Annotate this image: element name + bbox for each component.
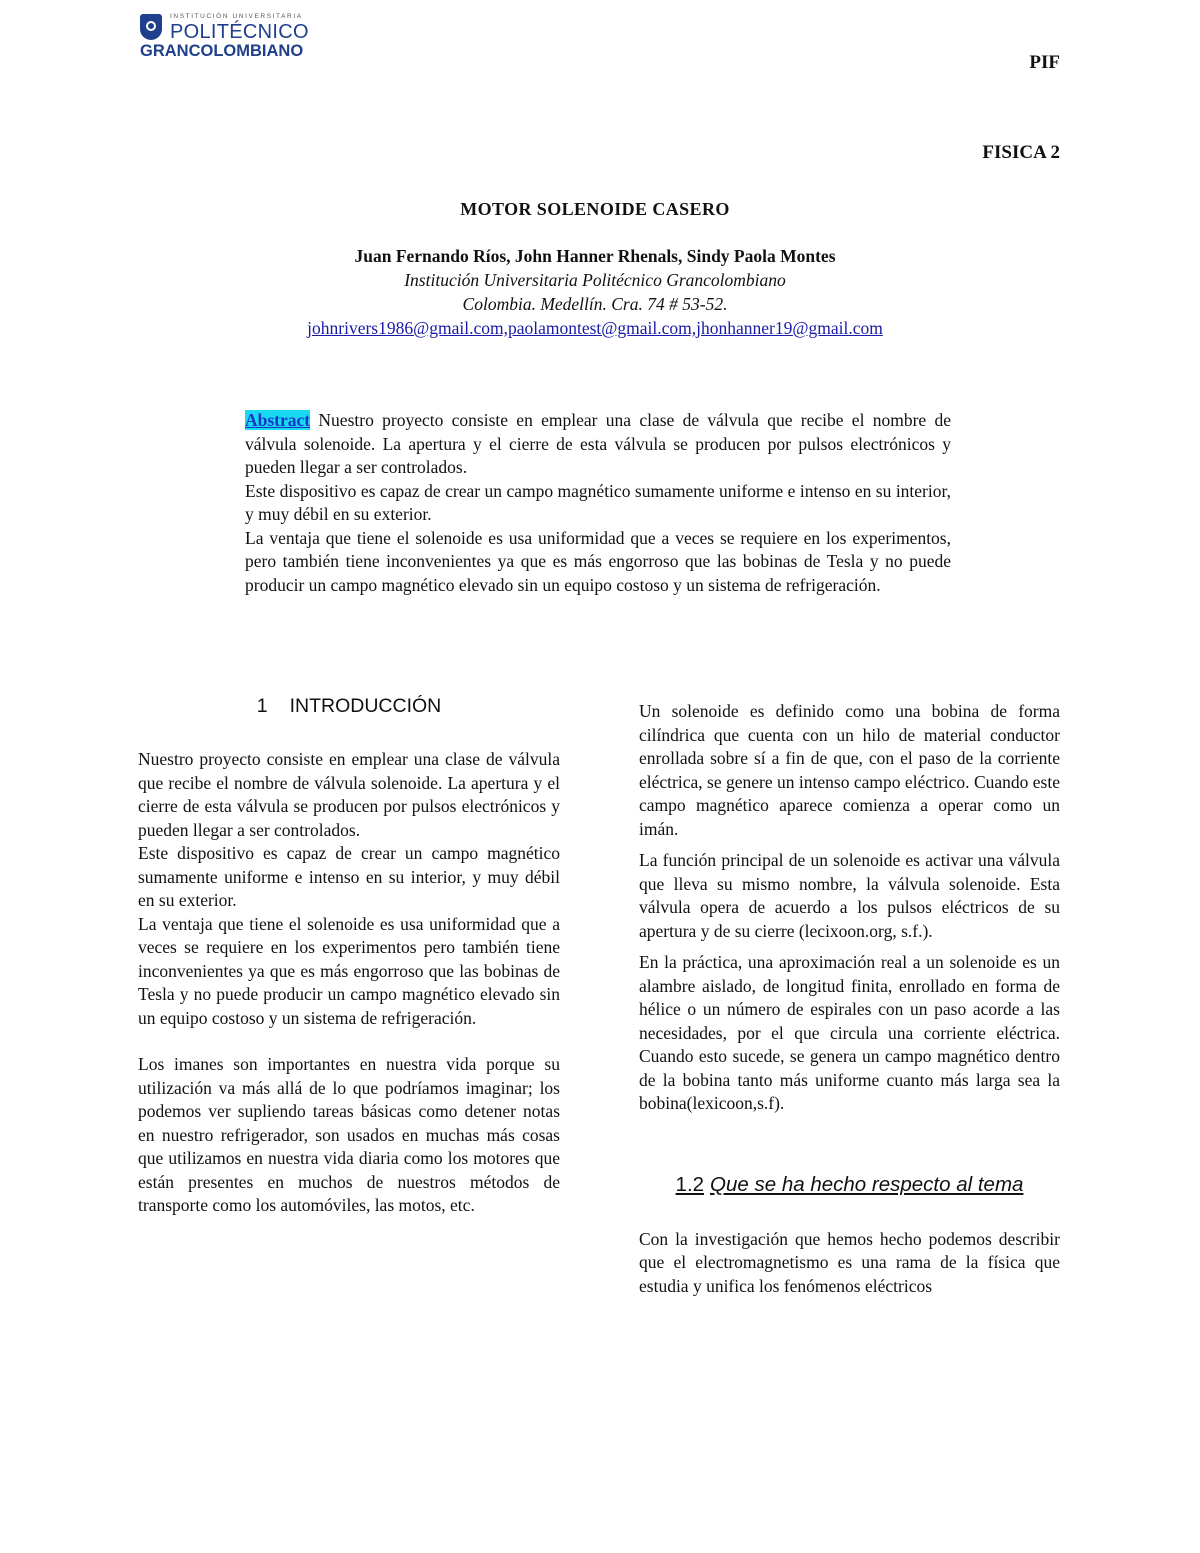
logo-name-line2: GRANCOLOMBIANO (140, 42, 304, 60)
right-column (639, 700, 1060, 1298)
body-paragraph: Los imanes son importantes en nuestra vida porque su utilización va más allá de lo que podríamos imaginar; los podemos ver supliendo tareas básicas como detener notas en nuestro refrigerador, son usados en muchas más cosas que utilizamos en nuestra vida diaria como los motores que están presentes en muchos de nuestros métodos de transporte como los automóviles, las motos, etc. (138, 1054, 560, 1215)
logo-name-line1: POLITÉCNICO (170, 21, 309, 43)
institution-logo (140, 12, 309, 62)
paper-title: MOTOR SOLENOIDE CASERO (460, 199, 730, 219)
abstract-paragraph: La ventaja que tiene el solenoide es usa uniformidad que a veces se requiere en los experimentos, pero también tiene inconvenientes ya que es más engorroso que las bobinas de Tesla y no puede producir un campo magnético elevado sin un equipo costoso y un sistema de refrigeración. (245, 527, 951, 595)
body-paragraph: Este dispositivo es capaz de crear un campo magnético sumamente uniforme e intenso en su interior, y muy débil en su exterior. (138, 843, 560, 910)
section-title: INTRODUCCIÓN (289, 695, 442, 717)
shield-icon (140, 14, 162, 40)
header-label: PIF (1029, 52, 1060, 73)
left-column (138, 693, 560, 1218)
body-paragraph: Nuestro proyecto consiste en emplear una clase de válvula que recibe el nombre de válvula solenoide. La apertura y el cierre de esta válvula se producen por pulsos electrónicos y pueden llegar a ser controlados. (138, 749, 560, 840)
authors: Juan Fernando Ríos, John Hanner Rhenals, Sindy Paola Montes (354, 246, 836, 266)
subsection-title: Que se ha hecho respecto al tema (710, 1172, 1024, 1196)
body-paragraph: En la práctica, una aproximación real a un solenoide es un alambre aislado, de longitud finita, enrollado en forma de hélice o un número de espirales con un paso acorde a las necesidades, por el que circula una corriente eléctrica. Cuando esto sucede, se genera un campo magnético dentro de la bobina tanto más uniforme cuanto más larga sea la bobina(lexicoon,s.f). (639, 952, 1060, 1113)
subsection-heading (639, 1171, 1060, 1199)
body-paragraph: La ventaja que tiene el solenoide es usa uniformidad que a veces se requiere en los experimentos pero también tiene inconvenientes ya que es más engorroso que las bobinas de Tesla y no puede producir un campo magnético elevado sin un equipo costoso y un sistema de refrigeración. (138, 913, 560, 1028)
body-paragraph: Un solenoide es definido como una bobina de forma cilíndrica que cuenta con un hilo de material conductor enrollada sobre sí a fin de que, con el paso de la corriente eléctrica, se genere un intenso campo eléctrico. Cuando este campo magnético aparece comienza a operar como un imán. (639, 701, 1060, 839)
course-label: FISICA 2 (982, 142, 1060, 163)
logo-tagline: INSTITUCIÓN UNIVERSITARIA (170, 13, 303, 20)
section-number: 1 (256, 695, 268, 717)
abstract (245, 409, 951, 597)
abstract-paragraph: Este dispositivo es capaz de crear un campo magnético sumamente uniforme e intenso en su interior, y muy débil en su exterior. (245, 480, 951, 524)
institution: Institución Universitaria Politécnico Grancolombiano (404, 270, 786, 290)
abstract-label: Abstract (245, 410, 311, 430)
body-paragraph: La función principal de un solenoide es activar una válvula que lleva su mismo nombre, la válvula solenoide. Esta válvula opera de acuerdo a los pulsos eléctricos de su apertura y de su cierre (lecixoon.org, s.f.). (639, 850, 1060, 941)
author-block (0, 244, 1190, 340)
email-links[interactable]: johnrivers1986@gmail.com,paolamontest@gmail.com,jhonhanner19@gmail.com (307, 318, 883, 338)
subsection-number: 1.2 (675, 1172, 705, 1196)
abstract-paragraph: Nuestro proyecto consiste en emplear una clase de válvula que recibe el nombre de válvula solenoide. La apertura y el cierre de esta válvula se producen por pulsos electrónicos y pueden llegar a ser controlados. (245, 410, 951, 477)
section-heading (138, 693, 560, 719)
body-paragraph: Con la investigación que hemos hecho podemos describir que el electromagnetismo es una rama de la física que estudia y unifica los fenómenos eléctricos (639, 1228, 1060, 1296)
address: Colombia. Medellín. Cra. 74 # 53-52. (462, 294, 728, 314)
